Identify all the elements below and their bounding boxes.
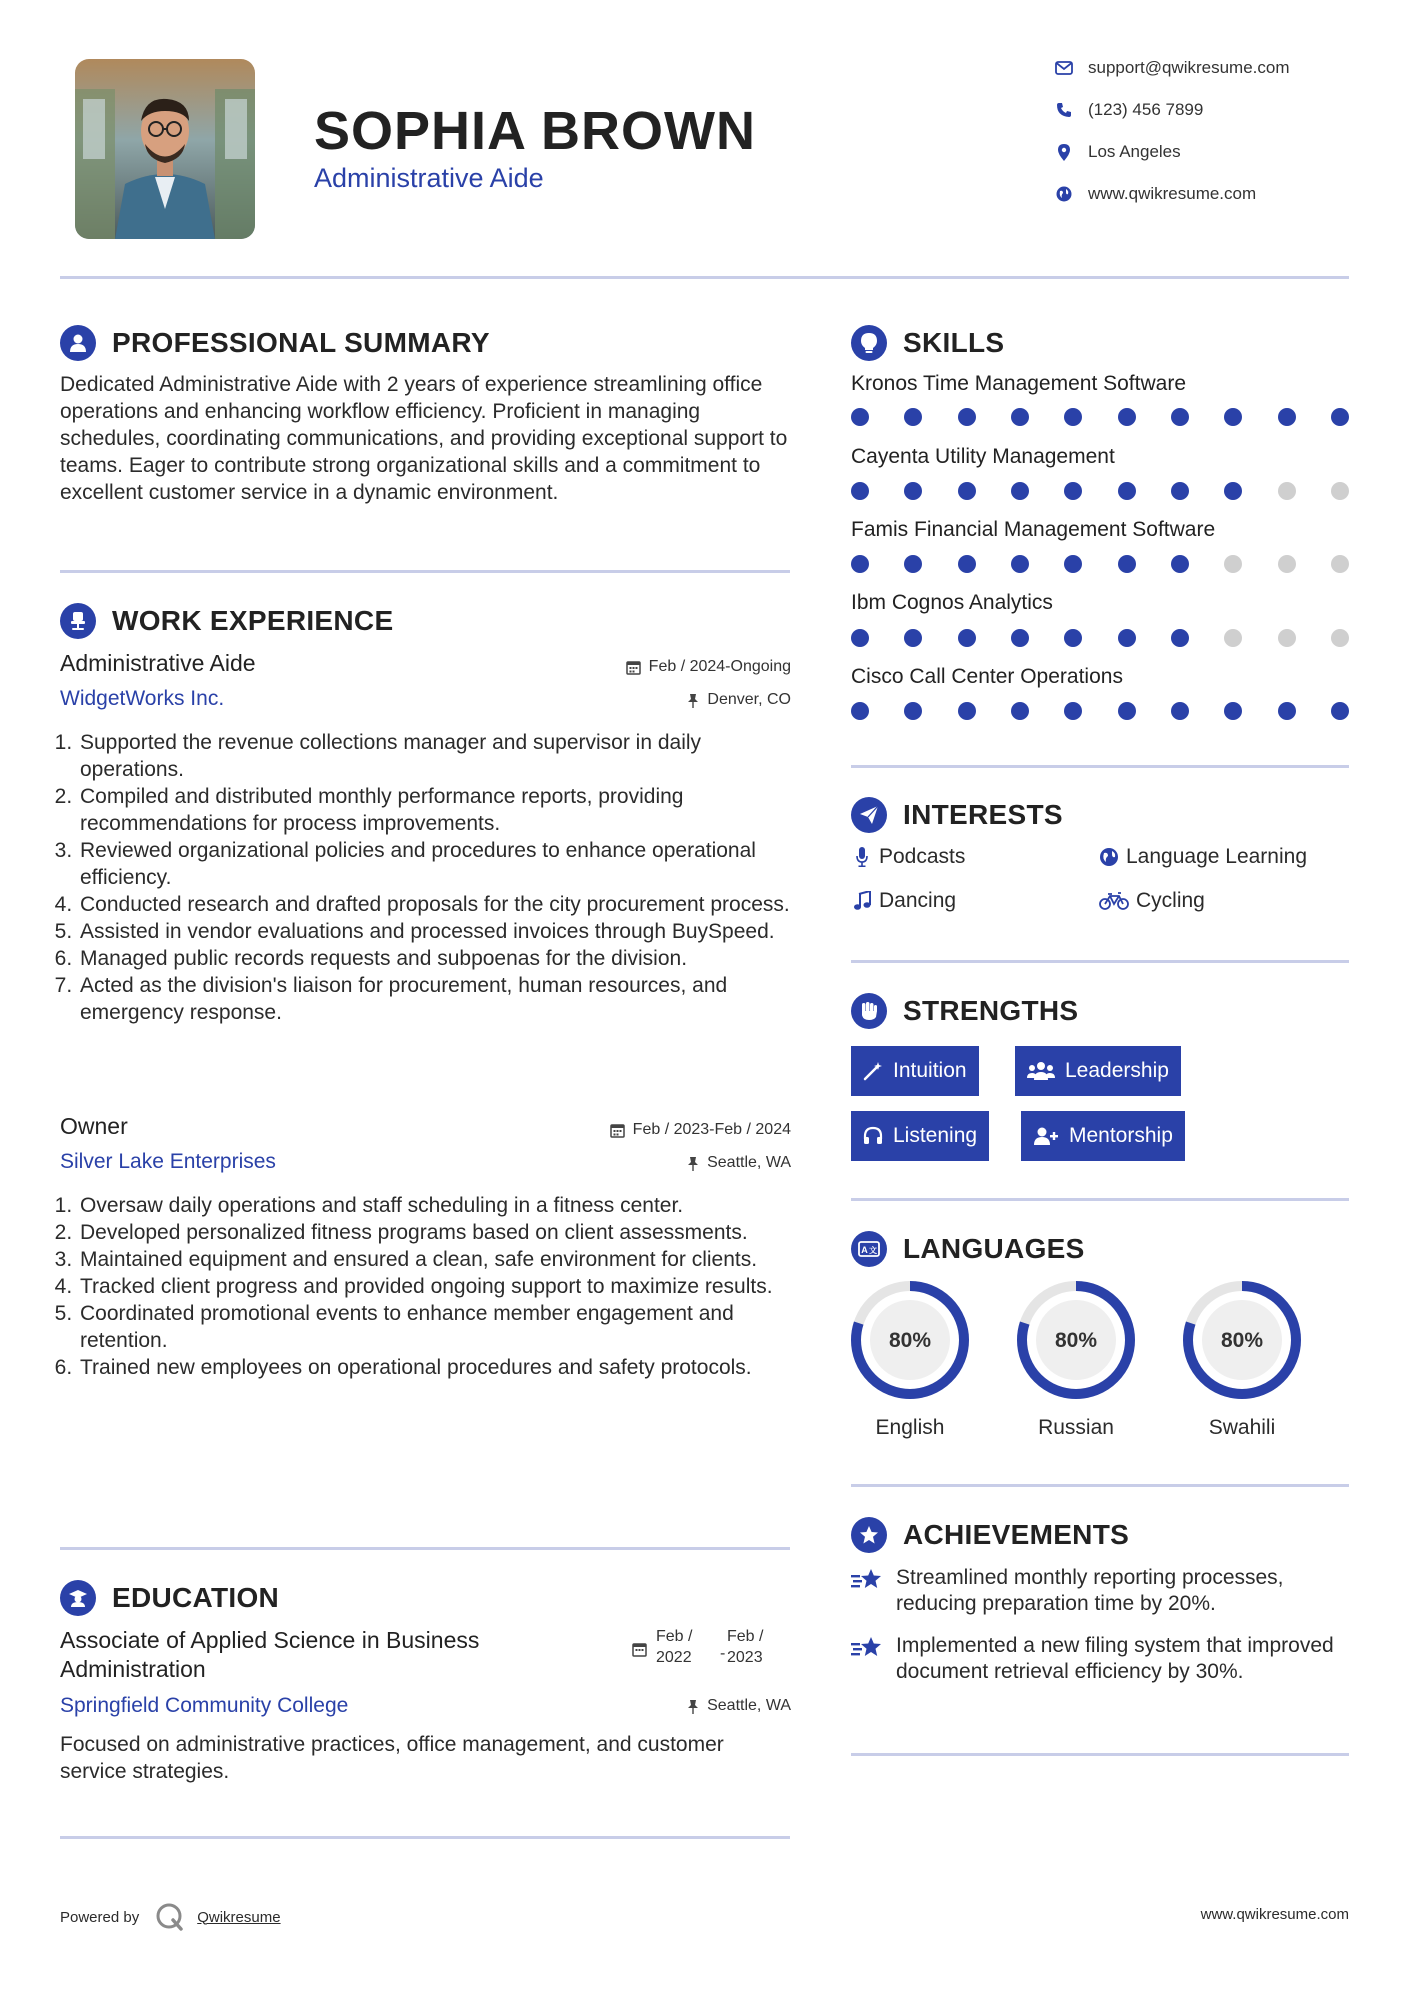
job-location: Seattle, WA <box>560 1154 791 1172</box>
rating-dot-filled <box>851 555 869 573</box>
rating-dot-filled <box>1118 629 1136 647</box>
svg-text:A: A <box>861 1245 868 1255</box>
interest-language-learning: Language Learning <box>1098 845 1307 869</box>
rating-dot-filled <box>1118 408 1136 426</box>
rating-dot-filled <box>958 408 976 426</box>
experience-divider <box>60 1547 790 1550</box>
rating-dot-empty <box>1331 629 1349 647</box>
rating-dot-empty <box>1278 482 1296 500</box>
job-duties-list <box>56 1192 796 1381</box>
language-percent-label: 80% <box>888 1329 932 1352</box>
qwikresume-link[interactable]: Qwikresume <box>197 1908 281 1926</box>
rating-dot-filled <box>1171 408 1189 426</box>
rating-dot-filled <box>958 629 976 647</box>
education-date: Feb / 2022 - Feb / 2023 <box>630 1628 800 1672</box>
rating-dot-filled <box>1224 702 1242 720</box>
rating-dot-filled <box>1064 629 1082 647</box>
rating-dot-filled <box>1064 555 1082 573</box>
language-icon <box>851 1231 887 1267</box>
strength-tag-intuition: Intuition <box>851 1046 979 1096</box>
languages-divider <box>851 1484 1349 1487</box>
powered-by-label: Powered by <box>60 1908 140 1926</box>
rating-dot-filled <box>1011 408 1029 426</box>
contact-website[interactable] <box>1050 179 1256 209</box>
rating-dot-filled <box>904 408 922 426</box>
contact-location <box>1050 137 1181 167</box>
degree-line1: Associate of Applied Science in Business <box>60 1627 480 1653</box>
rating-dot-filled <box>958 702 976 720</box>
language-name: Swahili <box>1208 1416 1276 1439</box>
list-item: 4. Tracked client progress and provided ongoing support to maximize results. <box>78 1273 796 1300</box>
star-badge-icon <box>851 1517 887 1553</box>
headphones-icon <box>863 1126 883 1146</box>
rating-dot-filled <box>1118 555 1136 573</box>
rating-dot-filled <box>1171 629 1189 647</box>
user-plus-icon <box>1033 1126 1059 1146</box>
rating-dot-empty <box>1331 555 1349 573</box>
contact-location-text: Los Angeles <box>1088 142 1181 161</box>
job-date: Feb / 2024-Ongoing <box>560 658 791 676</box>
paper-plane-icon <box>851 797 887 833</box>
phone-icon <box>1050 102 1078 118</box>
rating-dot-filled <box>1278 408 1296 426</box>
group-icon <box>1027 1061 1055 1081</box>
list-item: 5. Coordinated promotional events to enhance member engagement and retention. <box>78 1300 796 1354</box>
chair-icon <box>60 603 96 639</box>
progress-ring <box>1180 1278 1304 1402</box>
job-date: Feb / 2023-Feb / 2024 <box>540 1121 791 1139</box>
skill-name: Ibm Cognos Analytics <box>851 591 1053 614</box>
pushpin-icon <box>687 1699 699 1714</box>
rating-dot-filled <box>851 408 869 426</box>
rating-dot-filled <box>851 482 869 500</box>
footer-website[interactable]: www.qwikresume.com <box>1200 1906 1349 1923</box>
language-russian <box>1014 1278 1138 1440</box>
summary-text: Dedicated Administrative Aide with 2 years of experience streamlining office operations and enhancing workflow efficiency. Proficient in managing schedules, coordinating communications, and providing exceptional support to teams. Eager to contribute strong organizational skills and a commitment to excellent customer service in a dynamic environment. <box>60 373 788 504</box>
strength-tag-mentorship: Mentorship <box>1021 1111 1185 1161</box>
envelope-icon <box>1050 61 1078 75</box>
list-item: 1. Oversaw daily operations and staff scheduling in a fitness center. <box>78 1192 796 1219</box>
education-heading: EDUCATION <box>60 1580 279 1616</box>
user-icon <box>60 325 96 361</box>
skill-name: Kronos Time Management Software <box>851 372 1186 395</box>
language-name: Russian <box>1038 1416 1114 1439</box>
rating-dot-filled <box>1011 702 1029 720</box>
interest-cycling: Cycling <box>1098 889 1205 913</box>
calendar-icon <box>626 660 641 675</box>
profile-photo <box>75 59 255 239</box>
qwikresume-logo-icon <box>155 1902 185 1932</box>
rating-dot-filled <box>904 555 922 573</box>
achievement-item: Implemented a new filing system that improved document retrieval efficiency by 30%. <box>851 1633 1351 1685</box>
list-item: 1. Supported the revenue collections manager and supervisor in daily operations. <box>78 729 796 783</box>
contact-phone-text: (123) 456 7899 <box>1088 100 1204 119</box>
job-title: Administrative Aide <box>60 650 256 676</box>
skill-name: Cayenta Utility Management <box>851 445 1115 468</box>
shooting-star-icon <box>851 1565 885 1617</box>
skill-rating <box>851 482 1349 500</box>
education-description: Focused on administrative practices, office management, and customer service strategies. <box>60 1733 724 1783</box>
list-item: 7. Acted as the division's liaison for procurement, human resources, and emergency response. <box>78 972 796 1026</box>
contact-email-text: support@qwikresume.com <box>1088 58 1290 77</box>
map-pin-icon <box>1050 144 1078 161</box>
skill-name: Cisco Call Center Operations <box>851 665 1123 688</box>
achievements-heading: ACHIEVEMENTS <box>851 1517 1129 1553</box>
rating-dot-filled <box>1171 555 1189 573</box>
language-percent-label: 80% <box>1054 1329 1098 1352</box>
school-name[interactable]: Springfield Community College <box>60 1694 349 1717</box>
job-company[interactable]: Silver Lake Enterprises <box>60 1150 276 1173</box>
skills-divider <box>851 765 1349 768</box>
list-item: 5. Assisted in vendor evaluations and processed invoices through BuySpeed. <box>78 918 796 945</box>
skill-name: Famis Financial Management Software <box>851 518 1216 541</box>
progress-ring <box>1014 1278 1138 1402</box>
rating-dot-filled <box>1171 482 1189 500</box>
skill-rating <box>851 702 1349 720</box>
degree-line2: Administration <box>60 1656 206 1682</box>
rating-dot-filled <box>1118 482 1136 500</box>
list-item: 4. Conducted research and drafted proposals for the city procurement process. <box>78 891 796 918</box>
rating-dot-filled <box>1224 482 1242 500</box>
rating-dot-filled <box>1064 702 1082 720</box>
rating-dot-empty <box>1331 482 1349 500</box>
contact-email[interactable] <box>1050 53 1290 83</box>
calendar-icon <box>610 1123 625 1138</box>
rating-dot-filled <box>958 482 976 500</box>
calendar-icon <box>632 1642 647 1657</box>
interests-divider <box>851 960 1349 963</box>
experience-heading: WORK EXPERIENCE <box>60 603 393 639</box>
language-percent-label: 80% <box>1220 1329 1264 1352</box>
language-name: English <box>875 1416 945 1439</box>
rating-dot-filled <box>1011 629 1029 647</box>
strength-tag-listening: Listening <box>851 1111 989 1161</box>
education-divider <box>60 1836 790 1839</box>
list-item: 3. Reviewed organizational policies and procedures to enhance operational efficiency. <box>78 837 796 891</box>
summary-heading: PROFESSIONAL SUMMARY <box>60 325 490 361</box>
education-location: Seattle, WA <box>560 1697 791 1715</box>
language-swahili <box>1180 1278 1304 1440</box>
strengths-heading: STRENGTHS <box>851 993 1078 1029</box>
rating-dot-filled <box>1224 408 1242 426</box>
interest-podcasts: Podcasts <box>851 845 965 869</box>
languages-heading: A 文 LANGUAGES <box>851 1231 1085 1267</box>
music-note-icon <box>851 891 873 911</box>
graduate-icon <box>60 1580 96 1616</box>
contact-website-text: www.qwikresume.com <box>1088 184 1257 203</box>
rating-dot-filled <box>851 629 869 647</box>
header-divider <box>60 276 1349 279</box>
rating-dot-filled <box>904 702 922 720</box>
candidate-name: SOPHIA BROWN <box>314 101 756 161</box>
skill-rating <box>851 629 1349 647</box>
rating-dot-empty <box>1224 555 1242 573</box>
rating-dot-filled <box>904 629 922 647</box>
rating-dot-filled <box>1171 702 1189 720</box>
contact-phone[interactable] <box>1050 95 1203 125</box>
list-item: 6. Managed public records requests and subpoenas for the division. <box>78 945 796 972</box>
magic-wand-icon <box>863 1061 883 1081</box>
rating-dot-filled <box>1118 702 1136 720</box>
lightbulb-icon <box>851 325 887 361</box>
list-item: 2. Developed personalized fitness programs based on client assessments. <box>78 1219 796 1246</box>
rating-dot-filled <box>958 555 976 573</box>
skill-rating <box>851 408 1349 426</box>
svg-text:文: 文 <box>869 1246 877 1255</box>
progress-ring <box>848 1278 972 1402</box>
list-item: 2. Compiled and distributed monthly performance reports, providing recommendations for process improvements. <box>78 783 796 837</box>
skills-heading: SKILLS <box>851 325 1004 361</box>
bicycle-icon <box>1098 892 1130 910</box>
globe-icon <box>1050 186 1078 202</box>
achievements-divider <box>851 1753 1349 1756</box>
pushpin-icon <box>687 693 699 708</box>
job-title: Owner <box>60 1113 128 1139</box>
skill-rating <box>851 555 1349 573</box>
rating-dot-empty <box>1278 555 1296 573</box>
rating-dot-empty <box>1224 629 1242 647</box>
fist-icon <box>851 993 887 1029</box>
pushpin-icon <box>687 1156 699 1171</box>
candidate-title: Administrative Aide <box>314 163 544 193</box>
shooting-star-icon <box>851 1633 885 1685</box>
achievement-item: Streamlined monthly reporting processes, reducing preparation time by 20%. <box>851 1565 1351 1617</box>
rating-dot-filled <box>904 482 922 500</box>
rating-dot-empty <box>1278 629 1296 647</box>
microphone-icon <box>851 847 873 867</box>
job-duties-list <box>56 729 796 1026</box>
rating-dot-filled <box>1011 555 1029 573</box>
globe-icon <box>1098 847 1120 867</box>
interest-dancing: Dancing <box>851 889 956 913</box>
rating-dot-filled <box>1011 482 1029 500</box>
rating-dot-filled <box>1064 408 1082 426</box>
rating-dot-filled <box>1331 702 1349 720</box>
strengths-divider <box>851 1198 1349 1201</box>
rating-dot-filled <box>1278 702 1296 720</box>
strength-tag-leadership: Leadership <box>1015 1046 1181 1096</box>
summary-divider <box>60 570 790 573</box>
rating-dot-filled <box>851 702 869 720</box>
list-item: 3. Maintained equipment and ensured a clean, safe environment for clients. <box>78 1246 796 1273</box>
language-english <box>848 1278 972 1440</box>
job-company[interactable]: WidgetWorks Inc. <box>60 687 225 710</box>
job-location: Denver, CO <box>560 691 791 709</box>
list-item: 6. Trained new employees on operational procedures and safety protocols. <box>78 1354 796 1381</box>
footer-powered-by <box>60 1902 281 1932</box>
rating-dot-filled <box>1331 408 1349 426</box>
interests-heading: INTERESTS <box>851 797 1063 833</box>
rating-dot-filled <box>1064 482 1082 500</box>
